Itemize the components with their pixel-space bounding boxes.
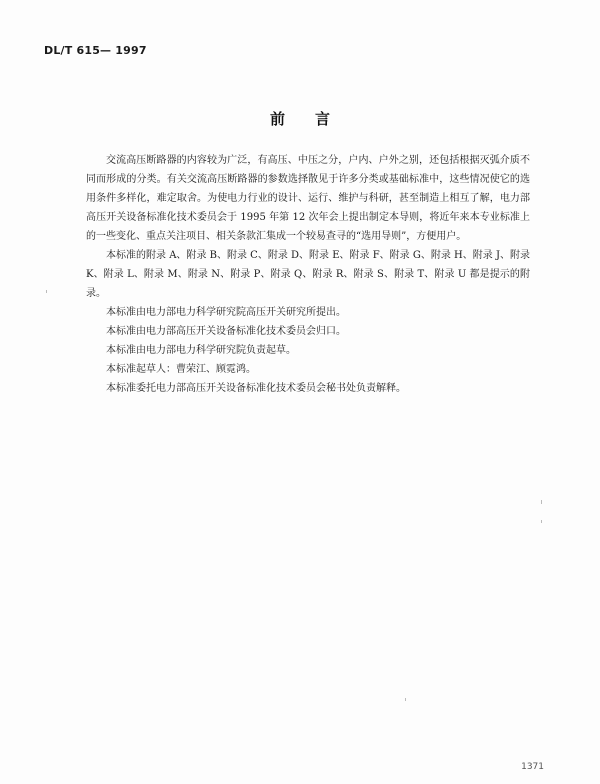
paragraph-intro: 交流高压断路器的内容较为广泛，有高压、中压之分，户内、户外之别，还包括根据灭弧介质不同而形成的分类。有关交流高压断路器的参数选择散见于许多分类或基础标准中，这些情况使它的选用条件多样化，难定取舍。为使电力行业的设计、运行、维护与科研，甚至制造上相互了解，电力部高压开关设备标准化技术委员会于 1995 年第 12 次年会上提出制定本导则，将近年来本专业标准上的一些变化、重点关注项目、相关条款汇集成一个较易查寻的“选用导则”，方便用户。 <box>86 155 530 242</box>
foreword-body <box>86 151 530 398</box>
paragraph-drafters: 本标准起草人：曹荣江、顾霓鸿。 <box>106 364 256 375</box>
scan-mark <box>46 290 47 293</box>
page-number: 1371 <box>521 762 544 772</box>
scan-mark <box>541 520 542 523</box>
paragraph-appendices: 本标准的附录 A、附录 B、附录 C、附录 D、附录 E、附录 F、附录 G、附录 H、附录 J、附录 K、附录 L、附录 M、附录 N、附录 P、附录 Q、附录 R、附录 S、附录 T、附录 U 都是提示的附录。 <box>86 250 530 299</box>
scan-mark <box>541 500 542 504</box>
paragraph-drafting-unit: 本标准由电力部电力科学研究院负责起草。 <box>106 345 296 356</box>
paragraph-administrator: 本标准由电力部高压开关设备标准化技术委员会归口。 <box>106 326 346 337</box>
paragraph-interpretation: 本标准委托电力部高压开关设备标准化技术委员会秘书处负责解释。 <box>106 383 406 394</box>
document-code: DL/T 615— 1997 <box>44 44 147 57</box>
page-title: 前言 <box>269 110 360 128</box>
paragraph-proposer: 本标准由电力部电力科学研究院高压开关研究所提出。 <box>106 307 346 318</box>
scan-mark <box>405 698 406 701</box>
